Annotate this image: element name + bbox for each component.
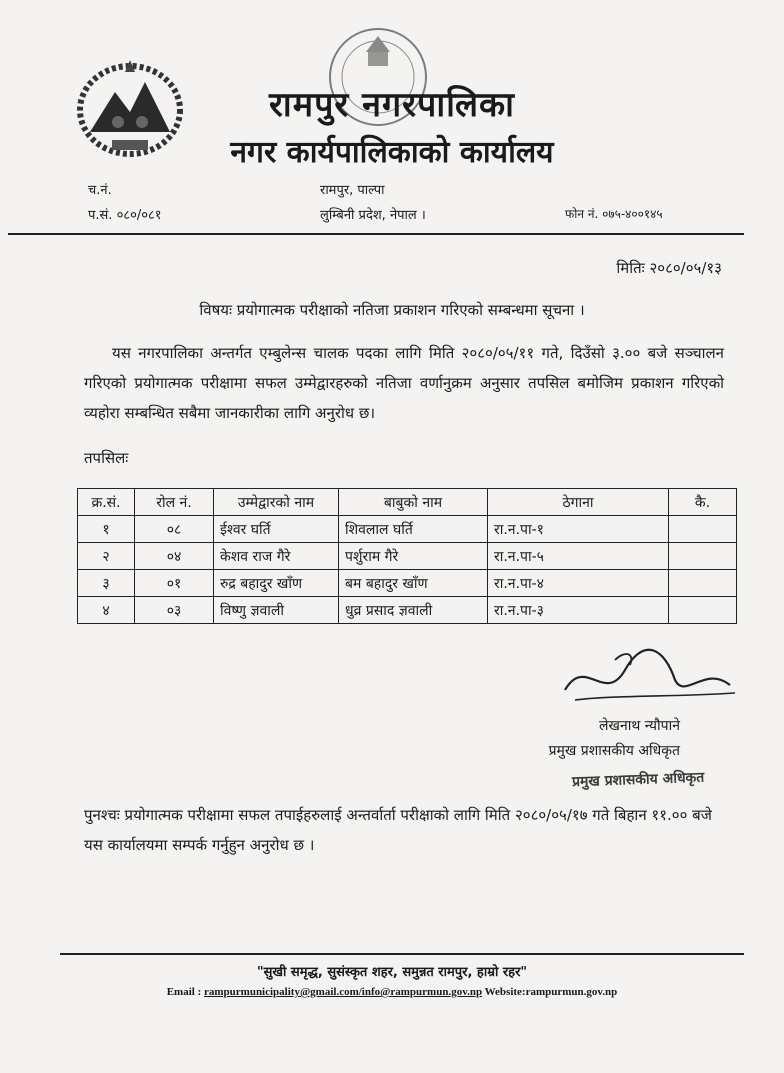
office-province: लुम्बिनी प्रदेश, नेपाल । bbox=[320, 208, 426, 223]
table-row bbox=[78, 597, 737, 624]
designation-stamp: प्रमुख प्रशासकीय अधिकृत bbox=[571, 769, 705, 791]
cell-remarks bbox=[669, 516, 737, 543]
email-link[interactable]: rampurmunicipality@gmail.com/info@rampurmun.gov.np bbox=[204, 986, 483, 998]
cell-serial: २ bbox=[78, 543, 135, 570]
cell-roll: ०४ bbox=[135, 543, 214, 570]
results-table bbox=[77, 488, 737, 624]
cell-roll: ०३ bbox=[135, 597, 214, 624]
col-father: बाबुको नाम bbox=[339, 489, 488, 516]
table-header-row bbox=[78, 489, 737, 516]
letter-body: यस नगरपालिका अन्तर्गत एम्बुलेन्स चालक पदका लागि मिति २०८०/०५/११ गते, दिउँसो ३.०० बजे सञ्चालन गरिएको प्रयोगात्मक परीक्षामा सफल उम्मेद्वारहरुको नतिजा वर्णानुक्रम अनुसार तपसिल बमोजिम प्रकाशन गरिएको व्यहोरा सम्बन्धित सबैमा जानकारीका लागि अनुरोध छ। bbox=[84, 344, 724, 422]
office-place: रामपुर, पाल्पा bbox=[320, 183, 385, 198]
email-label: Email : bbox=[166, 986, 202, 998]
footer-contact bbox=[0, 986, 784, 998]
table-row bbox=[78, 543, 737, 570]
signer-name: लेखनाथ न्यौपाने bbox=[599, 718, 680, 734]
footer-motto: "सुखी समृद्ध, सुसंस्कृत शहर, समुन्नत रामपुर, हाम्रो रहर" bbox=[256, 965, 528, 980]
table-row bbox=[78, 516, 737, 543]
cell-father: पर्शुराम गैरे bbox=[339, 543, 488, 570]
col-address: ठेगाना bbox=[488, 489, 669, 516]
cell-serial: ३ bbox=[78, 570, 135, 597]
header-divider bbox=[8, 233, 744, 235]
cell-candidate: रुद्र बहादुर खाँण bbox=[214, 570, 339, 597]
col-candidate: उम्मेद्वारको नाम bbox=[214, 489, 339, 516]
handwritten-signature bbox=[555, 645, 745, 715]
tapasil-label: तपसिलः bbox=[84, 449, 129, 467]
cell-address: रा.न.पा-५ bbox=[488, 543, 669, 570]
cell-father: शिवलाल घर्ति bbox=[339, 516, 488, 543]
col-roll: रोल नं. bbox=[135, 489, 214, 516]
letter-subject: विषयः प्रयोगात्मक परीक्षाको नतिजा प्रकाशन गरिएको सम्बन्धमा सूचना । bbox=[199, 301, 585, 319]
cell-roll: ०१ bbox=[135, 570, 214, 597]
cell-father: धुव्र प्रसाद ज्ञवाली bbox=[339, 597, 488, 624]
signer-designation: प्रमुख प्रशासकीय अधिकृत bbox=[548, 743, 680, 759]
pa-sam: प.सं. ०८०/०८१ bbox=[88, 208, 162, 223]
cell-remarks bbox=[669, 543, 737, 570]
table-row bbox=[78, 570, 737, 597]
cell-remarks bbox=[669, 570, 737, 597]
office-subtitle: नगर कार्यपालिकाको कार्यालय bbox=[230, 135, 554, 170]
cell-candidate: केशव राज गैरे bbox=[214, 543, 339, 570]
cell-serial: १ bbox=[78, 516, 135, 543]
cell-father: बम बहादुर खाँण bbox=[339, 570, 488, 597]
cell-candidate: ईश्वर घर्ति bbox=[214, 516, 339, 543]
office-phone: फोन नं. ०७५-४००१४५ bbox=[565, 207, 663, 221]
cell-remarks bbox=[669, 597, 737, 624]
cell-serial: ४ bbox=[78, 597, 135, 624]
cell-address: रा.न.पा-१ bbox=[488, 516, 669, 543]
col-remarks: कै. bbox=[669, 489, 737, 516]
cell-roll: ०८ bbox=[135, 516, 214, 543]
postscript: पुनश्चः प्रयोगात्मक परीक्षामा सफल तपाईहरुलाई अन्तर्वार्ता परीक्षाको लागि मिति २०८०/०५/१७ गते बिहान ११.०० बजे यस कार्यालयमा सम्पर्क गर्नुहुन अनुरोध छ । bbox=[84, 806, 712, 854]
cell-address: रा.न.पा-३ bbox=[488, 597, 669, 624]
cell-candidate: विष्णु ज्ञवाली bbox=[214, 597, 339, 624]
footer-divider bbox=[60, 953, 744, 955]
letter-date: मितिः २०८०/०५/१३ bbox=[616, 259, 722, 277]
cell-address: रा.न.पा-४ bbox=[488, 570, 669, 597]
cha-number: च.नं. bbox=[88, 183, 112, 198]
website-text[interactable]: Website:rampurmun.gov.np bbox=[484, 986, 618, 998]
col-serial: क्र.सं. bbox=[78, 489, 135, 516]
office-title: रामपुर नगरपालिका bbox=[269, 85, 515, 125]
